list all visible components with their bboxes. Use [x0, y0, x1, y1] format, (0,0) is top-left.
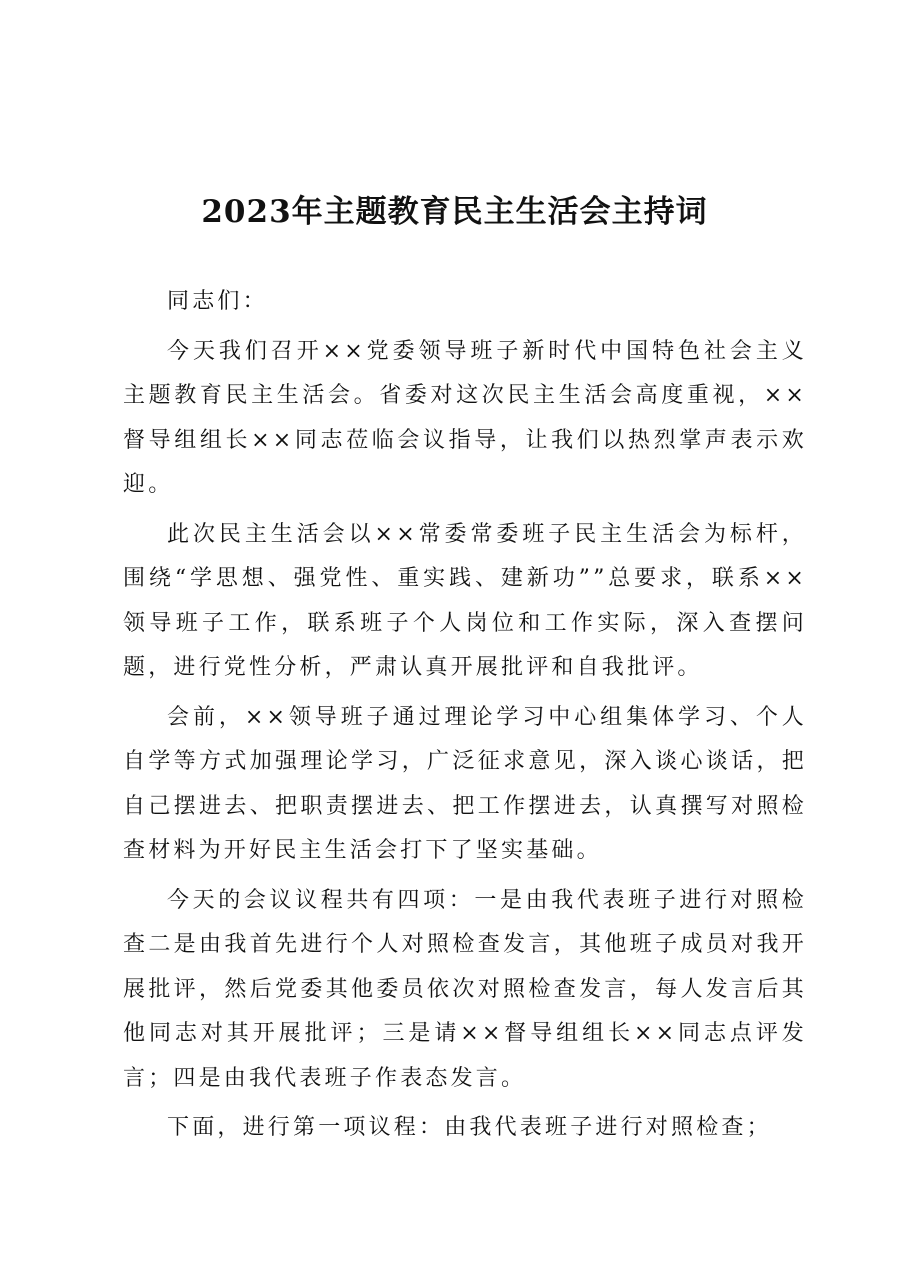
paragraph-purpose: 此次民主生活会以××常委常委班子民主生活会为标杆，围绕“学思想、强党性、重实践、建新功””总要求，联系××领导班子工作，联系班子个人岗位和工作实际，深入查摆问题，进行党性分析，严肃认真开展批评和自我批评。	[123, 521, 807, 680]
document-title: 2023年主题教育民主生活会主持词	[201, 194, 708, 230]
paragraph-opening: 今天我们召开××党委领导班子新时代中国特色社会主义主题教育民主生活会。省委对这次民主生活会高度重视，××督导组组长××同志莅临会议指导，让我们以热烈掌声表示欢迎。	[123, 338, 807, 497]
paragraph-greeting: 同志们：	[167, 289, 268, 314]
paragraph-first-item: 下面，进行第一项议程：由我代表班子进行对照检查；	[167, 1115, 772, 1140]
document-body	[123, 280, 807, 1156]
paragraph-agenda: 今天的会议议程共有四项：一是由我代表班子进行对照检查二是由我首先进行个人对照检查发言，其他班子成员对我开展批评，然后党委其他委员依次对照检查发言，每人发言后其他同志对其开展批评；三是请××督导组组长××同志点评发言；四是由我代表班子作表态发言。	[123, 887, 807, 1091]
paragraph-preparation: 会前，××领导班子通过理论学习中心组集体学习、个人自学等方式加强理论学习，广泛征求意见，深入谈心谈话，把自己摆进去、把职责摆进去、把工作摆进去，认真撰写对照检查材料为开好民主生活会打下了坚实基础。	[123, 704, 807, 863]
